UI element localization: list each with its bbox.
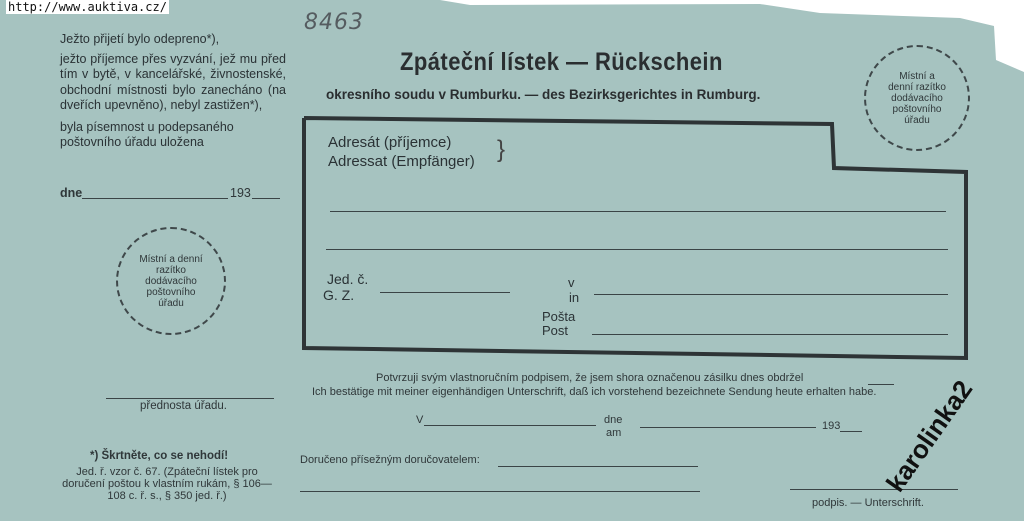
date-prefix: dne (60, 186, 83, 200)
refused-line: Ježto přijetí bylo odepreno*), (60, 32, 220, 46)
post-de-label: Post (542, 323, 569, 338)
postmaster-label: přednosta úřadu. (140, 400, 227, 412)
in-de-label: in (569, 290, 580, 305)
addressee-de-label: Adressat (Empfänger) (328, 153, 475, 170)
confirmation-de: Ich bestätige mit meiner eigenhändigen Unterschrift, daß ich vorstehend bezeichnete Sendung heute erhalten habe. (312, 386, 877, 398)
recipient-signature-line (790, 489, 958, 490)
left-stamp-text: Místní a denní razítko dodávacího poštovního úřadu (139, 253, 203, 309)
left-postal-stamp-circle (116, 227, 226, 335)
footnote-title: *) Škrtněte, co se nehodí! (90, 450, 229, 462)
postmaster-signature-line (106, 398, 274, 399)
place-line (594, 294, 948, 295)
delivered-by-line (498, 466, 698, 467)
form-title: Zpáteční lístek — Rückschein (400, 48, 723, 76)
received-suffix-line (868, 384, 894, 385)
year-line (252, 198, 280, 199)
in-cz-label: v (568, 275, 575, 290)
address-box-frame (302, 114, 970, 362)
date-line (82, 198, 228, 199)
source-url: http://www.auktiva.cz/ (8, 0, 167, 14)
addressee-cz-label: Adresát (příjemce) (328, 134, 452, 151)
date-cz: dne (604, 414, 623, 426)
confirmation-date-line (640, 427, 816, 428)
date-year: 193 (230, 186, 251, 200)
signature-label: podpis. — Unterschrift. (812, 497, 924, 509)
absence-paragraph: ježto příjemce přes vyzvání, jež mu před tím v bytě, v kancelářské, živnostenské, obchodní místnosti bylo zanecháno (na dveřích upevněno), nebyl zastižen*), (60, 51, 286, 112)
confirmation-year: 193 (822, 420, 841, 432)
ref-cz-label: Jed. č. (327, 271, 369, 287)
seller-watermark: karolinka2 (880, 374, 979, 498)
ref-de-label: G. Z. (323, 287, 355, 303)
ref-number-line (380, 292, 510, 293)
address-line-2 (326, 249, 948, 250)
post-office-line (592, 334, 948, 335)
addressee-brace: } (497, 136, 506, 163)
handwritten-number: 8463 (304, 10, 364, 35)
date-de: am (606, 427, 622, 439)
form-subtitle: okresního soudu v Rumburku. — des Bezirksgerichtes in Rumburg. (326, 87, 761, 102)
place-prefix: V (416, 414, 424, 426)
deposited-line: byla písemnost u podepsaného poštovního úřadu uložena (60, 119, 234, 149)
post-cz-label: Pošta (542, 309, 576, 324)
delivered-by-label: Doručeno přísežným doručovatelem: (300, 454, 480, 466)
address-line-1 (330, 211, 946, 212)
courier-signature-line (300, 491, 700, 492)
confirmation-year-line (840, 431, 862, 432)
footnote-text: Jed. ř. vzor č. 67. (Zpáteční lístek pro doručení poštou k vlastním rukám, § 106—108 c. ř. s., § 350 jed. ř.) (62, 466, 272, 502)
confirmation-cz: Potvrzuji svým vlastnoručním podpisem, že jsem shora označenou zásilku dnes obdržel (376, 372, 804, 384)
left-delivery-notice (60, 32, 286, 155)
confirmation-place-line (424, 425, 596, 426)
top-stamp-text: Místní a denní razítko dodávacího poštovního úřadu (888, 70, 946, 126)
